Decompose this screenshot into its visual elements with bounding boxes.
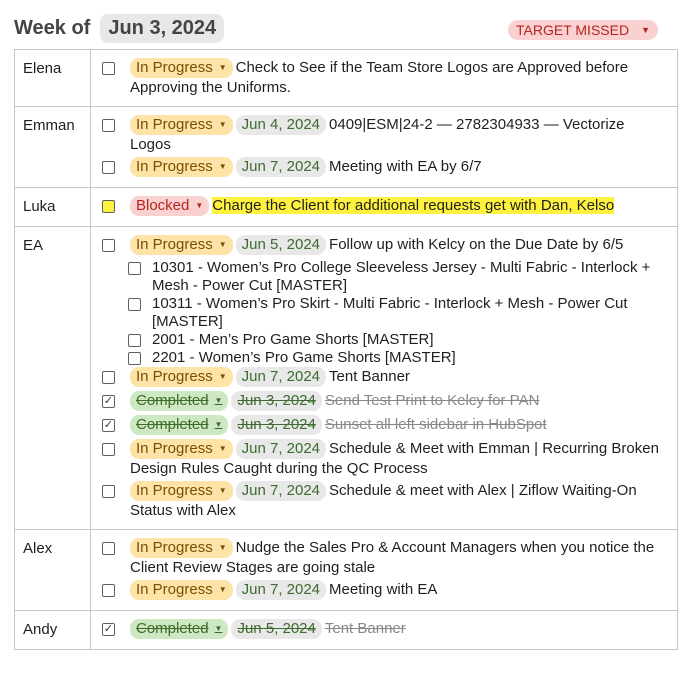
chevron-down-icon: ▼ <box>218 372 227 381</box>
checkbox-checked[interactable] <box>102 395 115 408</box>
checkbox[interactable] <box>102 542 115 555</box>
status-label: In Progress <box>136 539 213 556</box>
chevron-down-icon: ▼ <box>641 25 650 35</box>
table-row <box>15 50 678 107</box>
task-list <box>91 50 678 107</box>
task-text[interactable]: Tent Banner <box>329 368 410 385</box>
assignee-name: Andy <box>15 611 91 650</box>
task-item <box>100 115 667 155</box>
chevron-down-icon: ▼ <box>214 420 223 429</box>
check-icon: ✓ <box>103 623 114 635</box>
subtask-text[interactable]: 10311 - Women’s Pro Skirt - Multi Fabric - Interlock + Mesh - Power Cut [MASTER] <box>152 295 628 330</box>
table-row <box>15 611 678 650</box>
checkbox[interactable] <box>128 334 141 347</box>
subtask-item <box>126 349 667 367</box>
status-chip[interactable] <box>130 619 228 639</box>
task-item <box>100 58 667 98</box>
status-chip[interactable] <box>130 481 233 501</box>
status-chip[interactable] <box>130 157 233 177</box>
task-item <box>100 391 667 413</box>
task-text[interactable]: Tent Banner <box>324 620 406 637</box>
checkbox[interactable] <box>102 200 115 213</box>
status-label: In Progress <box>136 482 213 499</box>
status-chip[interactable] <box>130 235 233 255</box>
assignment-table <box>14 49 678 650</box>
assignee-name: EA <box>15 227 91 530</box>
status-label: Completed <box>136 620 209 637</box>
week-header <box>14 12 224 44</box>
checkbox[interactable] <box>102 161 115 174</box>
status-label: Completed <box>136 392 209 409</box>
target-status-label: TARGET MISSED <box>516 22 630 38</box>
status-label: Completed <box>136 416 209 433</box>
task-item <box>100 619 667 641</box>
checkbox[interactable] <box>102 239 115 252</box>
task-text[interactable]: Schedule & Meet with Emman | Recurring Broken Design Rules Caught during the QC Process <box>130 440 659 477</box>
status-chip[interactable] <box>130 439 233 459</box>
status-label: In Progress <box>136 158 213 175</box>
task-list <box>91 227 678 530</box>
status-label: Blocked <box>136 197 190 214</box>
task-list <box>91 107 678 188</box>
task-text[interactable]: Meeting with EA <box>329 581 438 598</box>
status-chip[interactable] <box>130 415 228 435</box>
checkbox[interactable] <box>102 371 115 384</box>
checkbox[interactable] <box>102 443 115 456</box>
subtask-text[interactable]: 10301 - Women’s Pro College Sleeveless Jersey - Multi Fabric - Interlock + Mesh - Power Cut [MASTER] <box>152 259 651 294</box>
task-item <box>100 580 667 602</box>
chevron-down-icon: ▼ <box>214 396 223 405</box>
status-label: In Progress <box>136 236 213 253</box>
task-text[interactable]: Check to See if the Team Store Logos are Approved before Approving the Uniforms. <box>130 59 629 96</box>
due-date-chip[interactable]: Jun 7, 2024 <box>236 157 326 177</box>
checkbox[interactable] <box>128 298 141 311</box>
task-item <box>100 235 667 257</box>
due-date-chip[interactable]: Jun 3, 2024 <box>231 391 321 411</box>
chevron-down-icon: ▼ <box>218 240 227 249</box>
check-icon: ✓ <box>103 395 114 407</box>
status-label: In Progress <box>136 59 213 76</box>
checkbox[interactable] <box>102 119 115 132</box>
task-text[interactable]: Schedule & meet with Alex | Ziflow Waiting-On Status with Alex <box>130 482 637 519</box>
chevron-down-icon: ▼ <box>218 444 227 453</box>
table-row <box>15 227 678 530</box>
chevron-down-icon: ▼ <box>218 585 227 594</box>
checkbox[interactable] <box>102 485 115 498</box>
table-row <box>15 530 678 611</box>
due-date-chip[interactable]: Jun 7, 2024 <box>236 481 326 501</box>
task-item <box>100 367 667 389</box>
task-text[interactable]: 0409|ESM|24-2 — 2782304933 — Vectorize Logos <box>130 116 625 153</box>
checkbox-checked[interactable] <box>102 623 115 636</box>
due-date-chip[interactable]: Jun 3, 2024 <box>231 415 321 435</box>
subtask-item <box>126 295 667 331</box>
task-item <box>100 481 667 521</box>
subtask-item <box>126 259 667 295</box>
task-item <box>100 538 667 578</box>
task-text[interactable]: Send Test Print to Kelcy for PAN <box>324 392 540 409</box>
chevron-down-icon: ▼ <box>218 162 227 171</box>
due-date-chip[interactable]: Jun 5, 2024 <box>231 619 321 639</box>
target-status-chip[interactable] <box>508 20 658 40</box>
status-label: In Progress <box>136 116 213 133</box>
task-text[interactable]: Charge the Client for additional requests get with Dan, Kelso <box>212 197 615 214</box>
chevron-down-icon: ▼ <box>218 63 227 72</box>
task-item <box>100 157 667 179</box>
task-list <box>91 188 678 227</box>
assignee-name: Alex <box>15 530 91 611</box>
due-date-chip[interactable]: Jun 5, 2024 <box>236 235 326 255</box>
due-date-chip[interactable]: Jun 4, 2024 <box>236 115 326 135</box>
table-row <box>15 107 678 188</box>
subtask-text[interactable]: 2201 - Women’s Pro Game Shorts [MASTER] <box>152 349 456 366</box>
status-chip[interactable] <box>130 580 233 600</box>
checkbox-checked[interactable] <box>102 419 115 432</box>
status-chip[interactable] <box>130 538 233 558</box>
due-date-chip[interactable]: Jun 7, 2024 <box>236 580 326 600</box>
assignee-name: Elena <box>15 50 91 107</box>
task-text[interactable]: Follow up with Kelcy on the Due Date by 6/5 <box>329 236 624 253</box>
assignee-name: Emman <box>15 107 91 188</box>
week-label: Week of <box>14 16 91 39</box>
status-label: In Progress <box>136 440 213 457</box>
task-list <box>91 530 678 611</box>
checkbox[interactable] <box>128 262 141 275</box>
task-text[interactable]: Nudge the Sales Pro & Account Managers when you notice the Client Review Stages are going stale <box>130 539 655 576</box>
status-chip[interactable] <box>130 115 233 135</box>
task-text[interactable]: Sunset all left sidebar in HubSpot <box>324 416 547 433</box>
task-item <box>100 439 667 479</box>
chevron-down-icon: ▼ <box>195 201 204 210</box>
week-date-chip[interactable]: Jun 3, 2024 <box>100 14 224 43</box>
status-chip[interactable] <box>130 58 233 78</box>
chevron-down-icon: ▼ <box>218 120 227 129</box>
status-label: In Progress <box>136 581 213 598</box>
assignee-name: Luka <box>15 188 91 227</box>
due-date-chip[interactable]: Jun 7, 2024 <box>236 367 326 387</box>
task-item <box>100 196 667 218</box>
task-text[interactable]: Meeting with EA by 6/7 <box>329 158 482 175</box>
check-icon: ✓ <box>103 419 114 431</box>
checkbox[interactable] <box>102 62 115 75</box>
chevron-down-icon: ▼ <box>218 486 227 495</box>
status-chip[interactable] <box>130 391 228 411</box>
checkbox[interactable] <box>128 352 141 365</box>
subtask-item <box>126 331 667 349</box>
status-chip[interactable] <box>130 196 209 216</box>
status-chip[interactable] <box>130 367 233 387</box>
chevron-down-icon: ▼ <box>214 624 223 633</box>
table-row <box>15 188 678 227</box>
subtask-text[interactable]: 2001 - Men’s Pro Game Shorts [MASTER] <box>152 331 434 348</box>
status-label: In Progress <box>136 368 213 385</box>
checkbox[interactable] <box>102 584 115 597</box>
task-list <box>91 611 678 650</box>
task-item <box>100 415 667 437</box>
chevron-down-icon: ▼ <box>218 543 227 552</box>
due-date-chip[interactable]: Jun 7, 2024 <box>236 439 326 459</box>
